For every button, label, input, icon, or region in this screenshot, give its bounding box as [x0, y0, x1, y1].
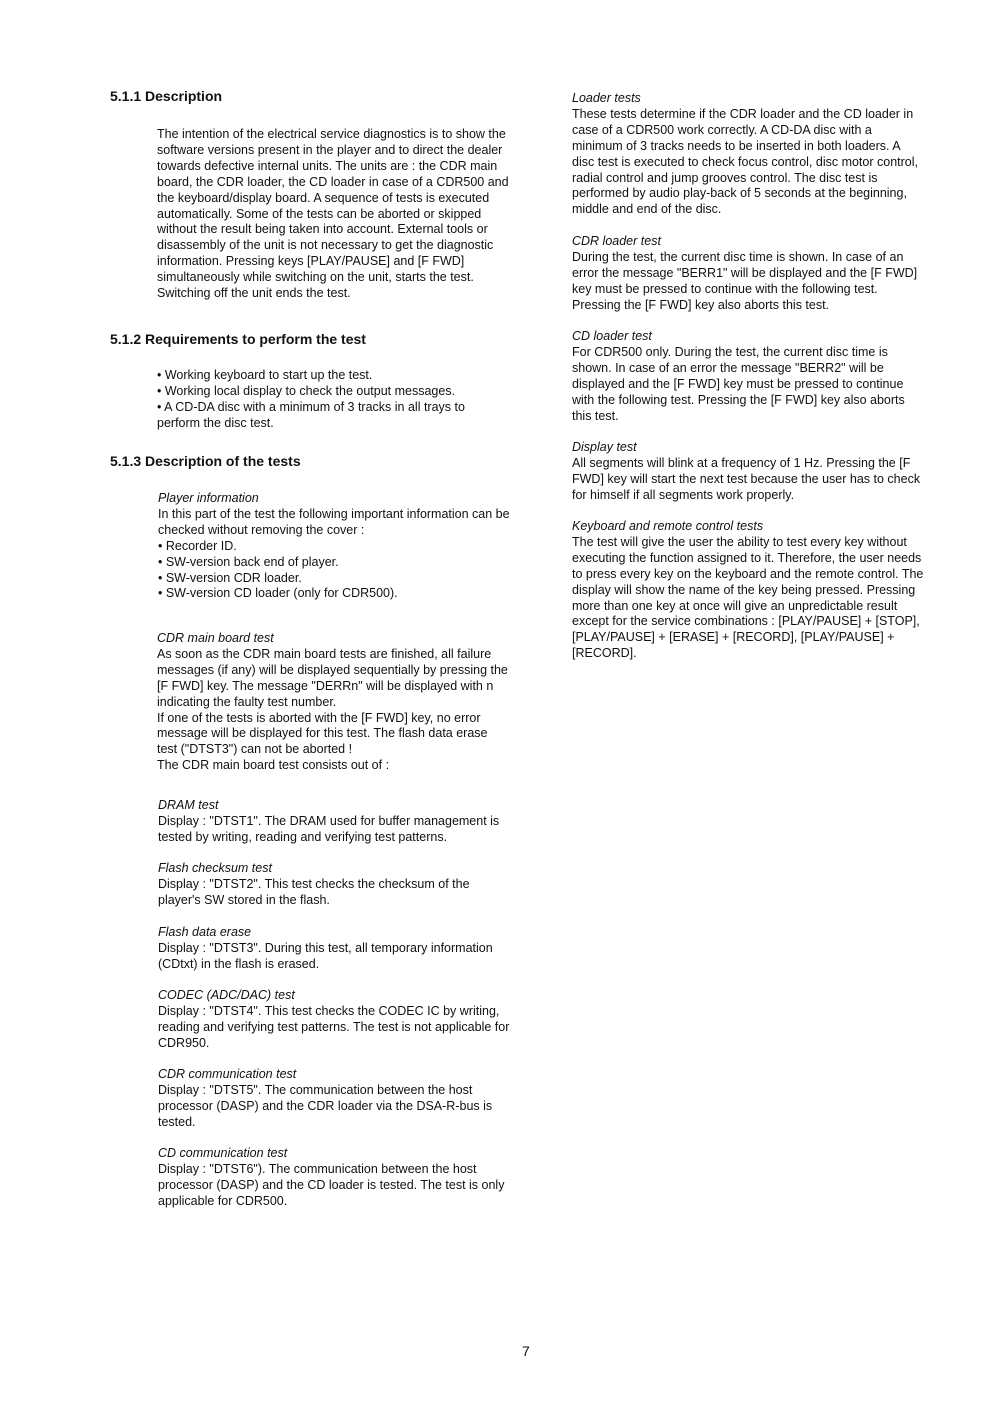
dram-test-section: [158, 798, 548, 846]
subsection-title: DRAM test: [158, 798, 219, 812]
requirements-list: [157, 368, 547, 432]
cdr-main-board-section: [157, 631, 547, 774]
subsection-body: These tests determine if the CDR loader and the CD loader in case of a CDR500 work correctly. A CD-DA disc with a minimum of 3 tracks needs to be inserted in both loaders. A disc test is executed to check focus control, disc motor control, radial control and jump grooves control. The disc test is performed by audio play-back of 5 seconds at the beginning, middle and end of the disc.: [572, 106, 918, 217]
subsection-title: Flash data erase: [158, 925, 252, 939]
list-item: • SW-version back end of player.: [158, 554, 339, 569]
list-item: • A CD-DA disc with a minimum of 3 tracks in all trays to perform the disc test.: [157, 399, 465, 430]
subsection-body: Display : "DTST3". During this test, all temporary information (CDtxt) in the flash is erased.: [158, 940, 493, 971]
cd-communication-section: [158, 1146, 548, 1210]
heading-5-1-1: 5.1.1 Description: [110, 88, 223, 104]
subsection-body: Display : "DTST5". The communication between the host processor (DASP) and the CDR loader via the DSA-R-bus is tested.: [158, 1082, 493, 1129]
cdr-communication-section: [158, 1067, 548, 1131]
subsection-body: In this part of the test the following important information can be checked without removing the cover :: [158, 506, 510, 537]
list-item: • Working local display to check the output messages.: [157, 383, 456, 398]
list-item: • SW-version CDR loader.: [158, 570, 302, 585]
list-item: • SW-version CD loader (only for CDR500).: [158, 586, 398, 601]
subsection-title: Player information: [158, 491, 259, 505]
subsection-body: All segments will blink at a frequency of 1 Hz. Pressing the [F FWD] key will start the next test because the user has to check for himself if all segments work properly.: [572, 455, 921, 502]
heading-5-1-2: 5.1.2 Requirements to perform the test: [110, 331, 366, 347]
subsection-body: Display : "DTST4". This test checks the CODEC IC by writing, reading and verifying test patterns. The test is not applicable for CDR950.: [158, 1003, 510, 1050]
subsection-body: The test will give the user the ability to test every key without executing the function assigned to it. Therefore, the user needs to press every key on the keyboard and the remote control. The display will show the name of the key being pressed. Pressing more than one key at once will give an unpredictable result except for the service combinations : [PLAY/PAUSE] + [STOP], [PLAY/PAUSE] + [ERASE] + [RECORD], [PLAY/PAUSE] + [RECORD].: [572, 534, 924, 661]
subsection-title: Keyboard and remote control tests: [572, 519, 764, 533]
description-body: The intention of the electrical service diagnostics is to show the software versions present in the player and to direct the dealer towards defective internal units. The units are : the CDR main board, the CDR loader, the CD loader in case of a CDR500 and the keyboard/display board. A sequence of tests is executed automatically. Some of the tests can be aborted or skipped without the result being taken into account. External tools or disassembly of the unit is not necessary to get the diagnostic information. Pressing keys [PLAY/PAUSE] and [F FWD] simultaneously while switching on the unit, starts the test. Switching off the unit ends the test.: [157, 127, 509, 301]
subsection-title: CD loader test: [572, 329, 652, 343]
subsection-body: As soon as the CDR main board tests are finished, all failure messages (if any) will be displayed sequentially by pressing the [F FWD] key. The message "DERRn" will be displayed with n indicating the faulty test number. If one of the tests is aborted with the [F FWD] key, no error message will be displayed for this test. The flash data erase test ("DTST3") can not be aborted ! The CDR main board test consists out of :: [157, 646, 508, 773]
display-test-section: [572, 440, 972, 504]
subsection-body: During the test, the current disc time is shown. In case of an error the message "BERR1" will be displayed and the [F FWD] key must be pressed to continue with the following test. Pressing the [F FWD] key also aborts this test.: [572, 249, 918, 312]
subsection-body: Display : "DTST2". This test checks the checksum of the player's SW stored in the flash.: [158, 876, 470, 907]
keyboard-remote-test-section: [572, 519, 972, 662]
player-information-section: [158, 491, 548, 602]
subsection-title: CDR main board test: [157, 631, 274, 645]
flash-checksum-section: [158, 861, 548, 909]
heading-5-1-3: 5.1.3 Description of the tests: [110, 453, 301, 469]
list-item: • Working keyboard to start up the test.: [157, 368, 373, 382]
loader-tests-section: [572, 91, 972, 218]
codec-test-section: [158, 988, 548, 1052]
subsection-title: CD communication test: [158, 1146, 288, 1160]
flash-erase-section: [158, 925, 548, 973]
subsection-body: Display : "DTST1". The DRAM used for buffer management is tested by writing, reading and verifying test patterns.: [158, 813, 500, 844]
subsection-title: Flash checksum test: [158, 861, 272, 875]
page-number: 7: [522, 1343, 530, 1359]
cdr-loader-test-section: [572, 234, 972, 314]
cd-loader-test-section: [572, 329, 972, 424]
subsection-title: CDR communication test: [158, 1067, 297, 1081]
subsection-title: Loader tests: [572, 91, 641, 105]
subsection-body: For CDR500 only. During the test, the current disc time is shown. In case of an error the message "BERR2" will be displayed and the [F FWD] key must be pressed to continue with the following test. Pressing the [F FWD] key also aborts this test.: [572, 344, 905, 423]
subsection-title: CODEC (ADC/DAC) test: [158, 988, 295, 1002]
list-item: • Recorder ID.: [158, 538, 237, 553]
subsection-title: CDR loader test: [572, 234, 661, 248]
subsection-body: Display : "DTST6"). The communication between the host processor (DASP) and the CD loader is tested. The test is only applicable for CDR500.: [158, 1161, 505, 1208]
subsection-title: Display test: [572, 440, 637, 454]
